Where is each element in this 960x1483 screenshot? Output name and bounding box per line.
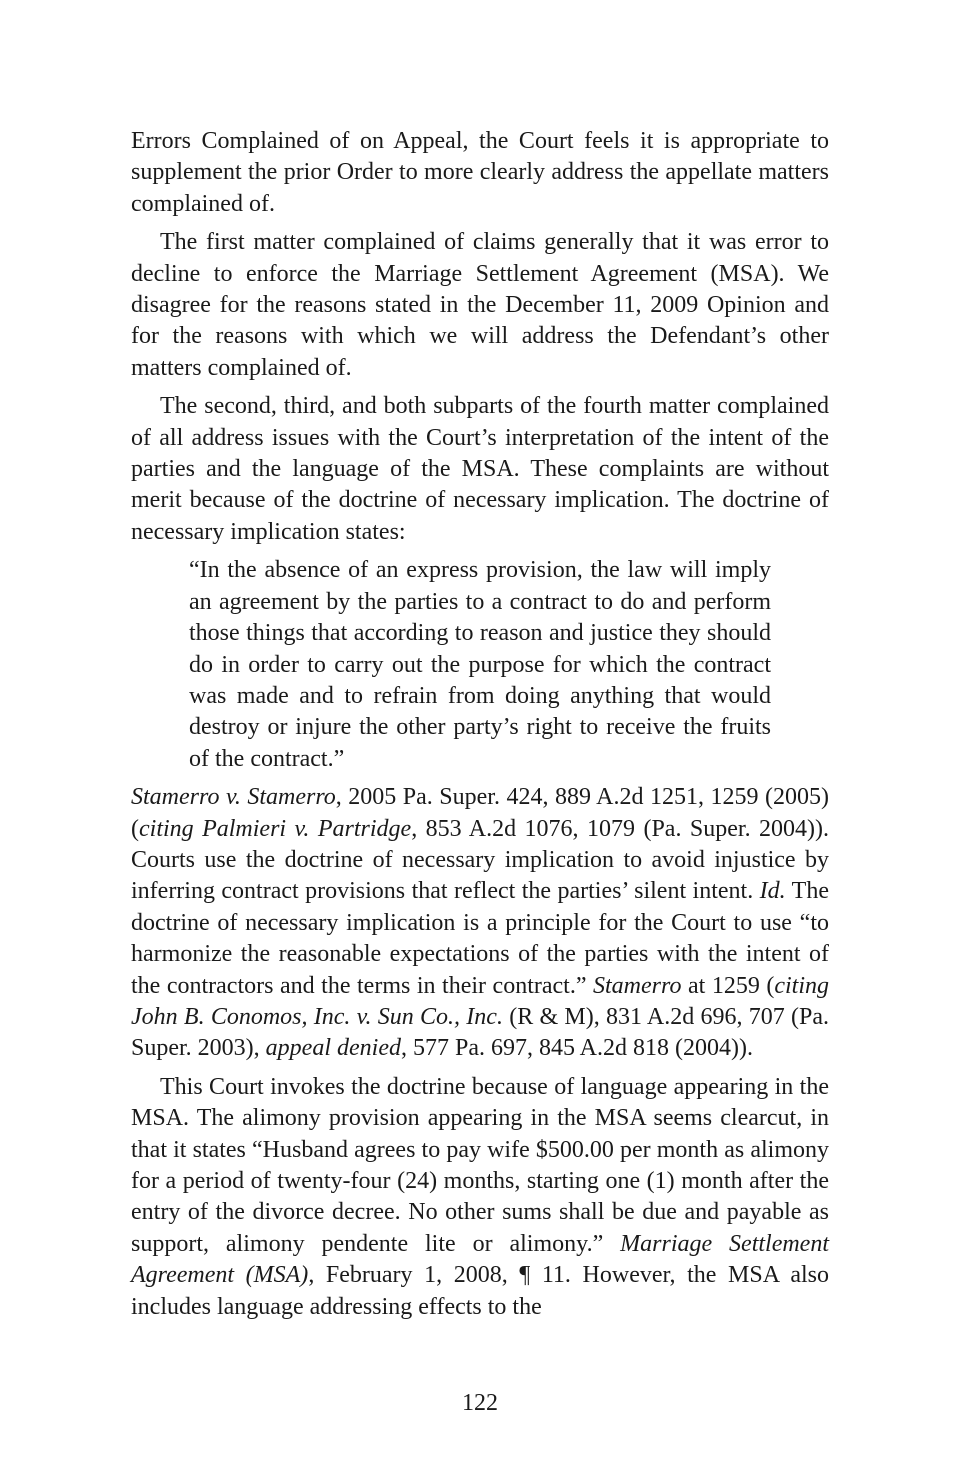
- paragraph-first-matter: The first matter complained of claims generally that it was error to decline to enforce the Marriage Settlement Agreement (MSA). We disagree for the reasons stated in the December 11, 2009 Opinion and for the reasons with which we will address the Defendant’s other matters complained of.: [131, 229, 829, 381]
- paragraph-citations: [131, 782, 829, 1065]
- page-number: 122: [462, 1390, 498, 1416]
- block-quote-doctrine: “In the absence of an express provision, the law will imply an agreement by the parties to a contract to do and perform those things that according to reason and justice they should do in order to carry out the purpose for which the contract was made and to refrain from doing anything that would destroy or injure the other party’s right to receive the fruits of the contract.”: [189, 557, 771, 772]
- case-citation-appeal-denied: appeal denied: [265, 1035, 401, 1062]
- case-citation-palmieri: citing Palmieri v. Partridge: [139, 815, 412, 842]
- citation-text: , 853 A.2d 1076, 1079 (Pa. Super. 2004)). Courts use the doctrine of necessary implication to avoid injustice by inferring contract provisions that reflect the parties’ silent intent.: [131, 815, 830, 905]
- alimony-text: , February 1, 2008, ¶ 11. However, the MSA also includes language addressing effects to the: [131, 1262, 830, 1320]
- case-citation-id: Id.: [759, 878, 786, 905]
- page-body: [131, 126, 829, 1330]
- citation-text: at 1259 (: [681, 972, 775, 999]
- msa-citation: Marriage Settlement Agreement (MSA): [131, 1230, 830, 1289]
- alimony-text: This Court invokes the doctrine because of language appearing in the MSA. The alimony provision appearing in the MSA seems clearcut, in that it states “Husband agrees to pay wife $500.00 per month as alimony for a period of twenty-four (24) months, starting one (1) month after the entry of the divorce decree. No other sums shall be due and payable as support, alimony pendente lite or alimony.”: [131, 1073, 829, 1257]
- citation-text: (R & M), 831 A.2d 696, 707 (Pa. Super. 2003),: [131, 1003, 829, 1062]
- citation-text: The doctrine of necessary implication is a principle for the Court to use “to harmonize the reasonable expectations of the parties with the intent of the contractors and the terms in their contract.”: [131, 878, 829, 999]
- citation-text: , 577 Pa. 697, 845 A.2d 818 (2004)).: [400, 1035, 753, 1062]
- citation-text: , 2005 Pa. Super. 424, 889 A.2d 1251, 1259 (2005) (: [131, 784, 829, 842]
- paragraph-intro: Errors Complained of on Appeal, the Court feels it is appropriate to supplement the prior Order to more clearly address the appellate matters complained of.: [131, 128, 829, 217]
- paragraph-alimony: [131, 1072, 829, 1323]
- case-citation-stamerro: Stamerro v. Stamerro: [131, 784, 336, 811]
- case-citation-stamerro-short: Stamerro: [593, 972, 682, 999]
- case-citation-conomos: citing John B. Conomos, Inc. v. Sun Co., Inc.: [131, 972, 829, 1030]
- paragraph-second-matter: The second, third, and both subparts of the fourth matter complained of all address issues with the Court’s interpretation of the intent of the parties and the language of the MSA. These complaints are without merit because of the doctrine of necessary implication. The doctrine of necessary implication states:: [131, 393, 829, 545]
